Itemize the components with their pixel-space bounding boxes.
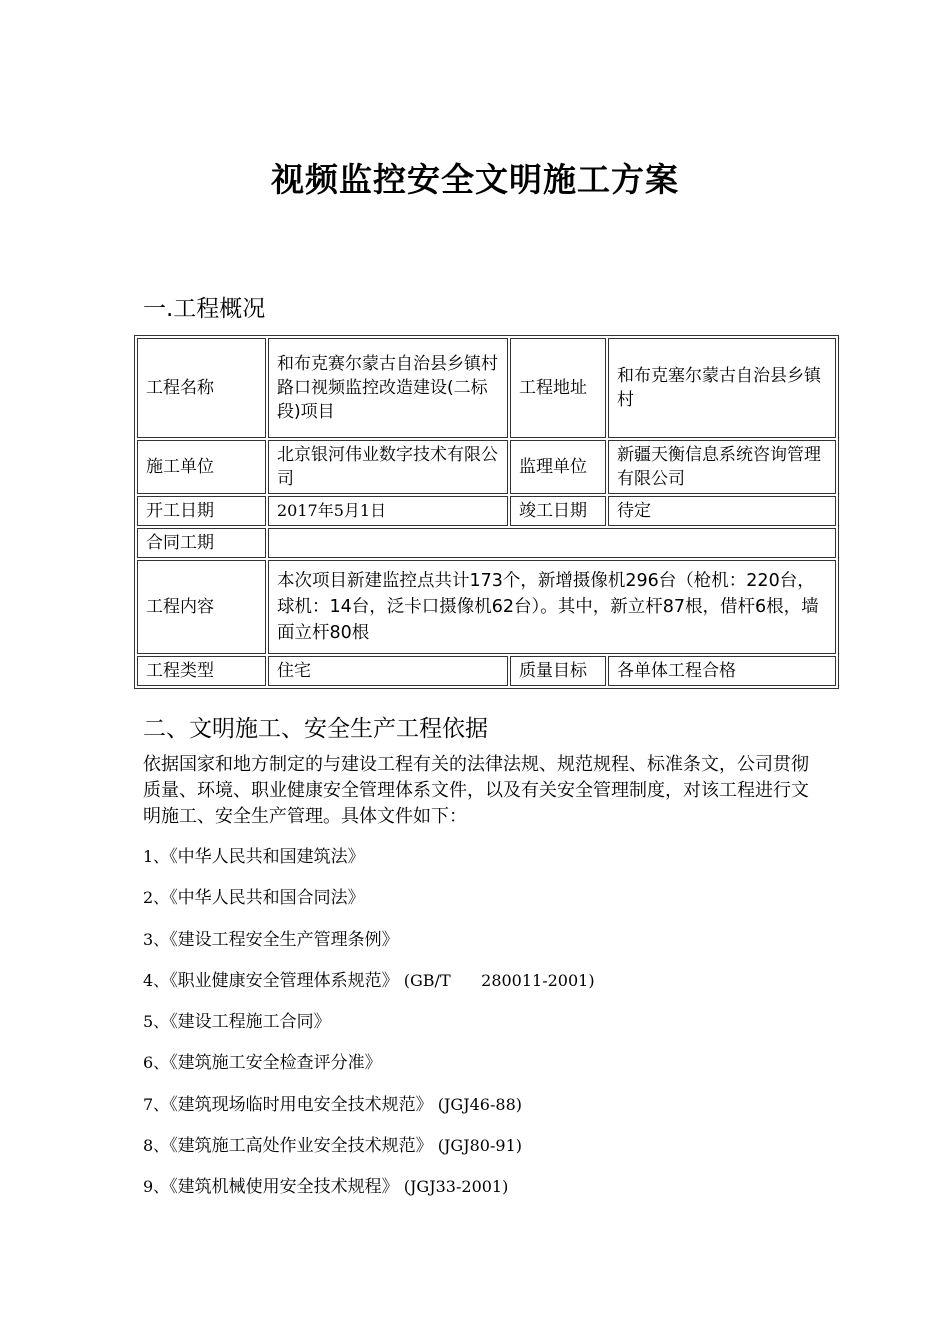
item-code: (JGJ80-91) <box>432 1136 522 1156</box>
list-item <box>143 1008 595 1049</box>
list-item <box>143 967 595 1008</box>
list-item <box>143 1091 595 1132</box>
item-number: 4、 <box>143 970 170 990</box>
section-heading-overview: 一.工程概况 <box>143 296 266 322</box>
item-code: (JGJ46-88) <box>432 1094 522 1114</box>
table-row <box>137 528 836 558</box>
item-number: 2、 <box>143 888 170 908</box>
item-name: 《建筑机械使用安全技术规程》 <box>169 1177 399 1198</box>
value-start-date: 2017年5月1日 <box>268 496 508 526</box>
table-row <box>137 496 836 526</box>
value-project-type: 住宅 <box>268 656 508 686</box>
value-supervisor: 新疆天衡信息系统咨询管理有限公司 <box>608 440 836 494</box>
label-start-date: 开工日期 <box>137 496 266 526</box>
label-project-address: 工程地址 <box>510 338 606 438</box>
list-item <box>143 884 595 925</box>
list-item <box>143 926 595 967</box>
section-heading-basis: 二、文明施工、安全生产工程依据 <box>143 716 488 742</box>
item-name: 《建设工程施工合同》 <box>169 1012 331 1033</box>
project-info-table <box>134 335 839 689</box>
item-number: 7、 <box>143 1094 170 1114</box>
label-completion-date: 竣工日期 <box>510 496 606 526</box>
table-row <box>137 560 836 654</box>
item-number: 9、 <box>143 1177 170 1197</box>
label-supervisor: 监理单位 <box>510 440 606 494</box>
list-item <box>143 1132 595 1173</box>
label-quality-target: 质量目标 <box>510 656 606 686</box>
label-project-content: 工程内容 <box>137 560 266 654</box>
item-name: 《中华人民共和国合同法》 <box>169 888 365 909</box>
list-item <box>143 843 595 884</box>
label-contractor: 施工单位 <box>137 440 266 494</box>
item-name: 《中华人民共和国建筑法》 <box>169 847 365 867</box>
label-contract-period: 合同工期 <box>137 528 266 558</box>
table-row <box>137 440 836 494</box>
item-code: (JGJ33-2001) <box>398 1177 509 1197</box>
value-project-content: 本次项目新建监控点共计173个，新增摄像机296台（枪机：220台，球机：14台，泛卡口摄像机62台）。其中，新立杆87根，借杆6根，墙面立杆80根 <box>268 560 836 654</box>
item-number: 1、 <box>143 847 170 866</box>
list-item <box>143 1173 595 1214</box>
value-project-address: 和布克塞尔蒙古自治县乡镇村 <box>608 338 836 438</box>
item-name: 《建设工程安全生产管理条例》 <box>169 929 399 950</box>
item-name: 《建筑施工高处作业安全技术规范》 <box>169 1136 433 1157</box>
item-name: 《建筑现场临时用电安全技术规范》 <box>169 1094 433 1115</box>
label-project-name: 工程名称 <box>137 338 266 438</box>
table-row <box>137 656 836 686</box>
item-number: 5、 <box>143 1012 170 1032</box>
value-quality-target: 各单体工程合格 <box>608 656 836 686</box>
value-contract-period <box>268 528 836 558</box>
item-number: 3、 <box>143 929 170 949</box>
item-name: 《职业健康安全管理体系规范》 <box>169 970 399 991</box>
value-project-name: 和布克赛尔蒙古自治县乡镇村路口视频监控改造建设(二标段)项目 <box>268 338 508 438</box>
table-row <box>137 338 836 438</box>
value-contractor: 北京银河伟业数字技术有限公司 <box>268 440 508 494</box>
item-number: 8、 <box>143 1136 170 1156</box>
label-project-type: 工程类型 <box>137 656 266 686</box>
item-name: 《建筑施工安全检查评分准》 <box>169 1053 382 1074</box>
page-title: 视频监控安全文明施工方案 <box>271 160 679 199</box>
intro-paragraph: 依据国家和地方制定的与建设工程有关的法律法规、规范规程、标准条文，公司贯彻质量、环境、职业健康安全管理体系文件，以及有关安全管理制度，对该工程进行文明施工、安全生产管理。具体文件如下： <box>143 754 809 827</box>
item-code: (GB/T 280011-2001) <box>398 970 595 990</box>
value-completion-date: 待定 <box>608 496 836 526</box>
item-number: 6、 <box>143 1053 170 1073</box>
list-item <box>143 1049 595 1090</box>
document-list <box>143 843 595 1215</box>
